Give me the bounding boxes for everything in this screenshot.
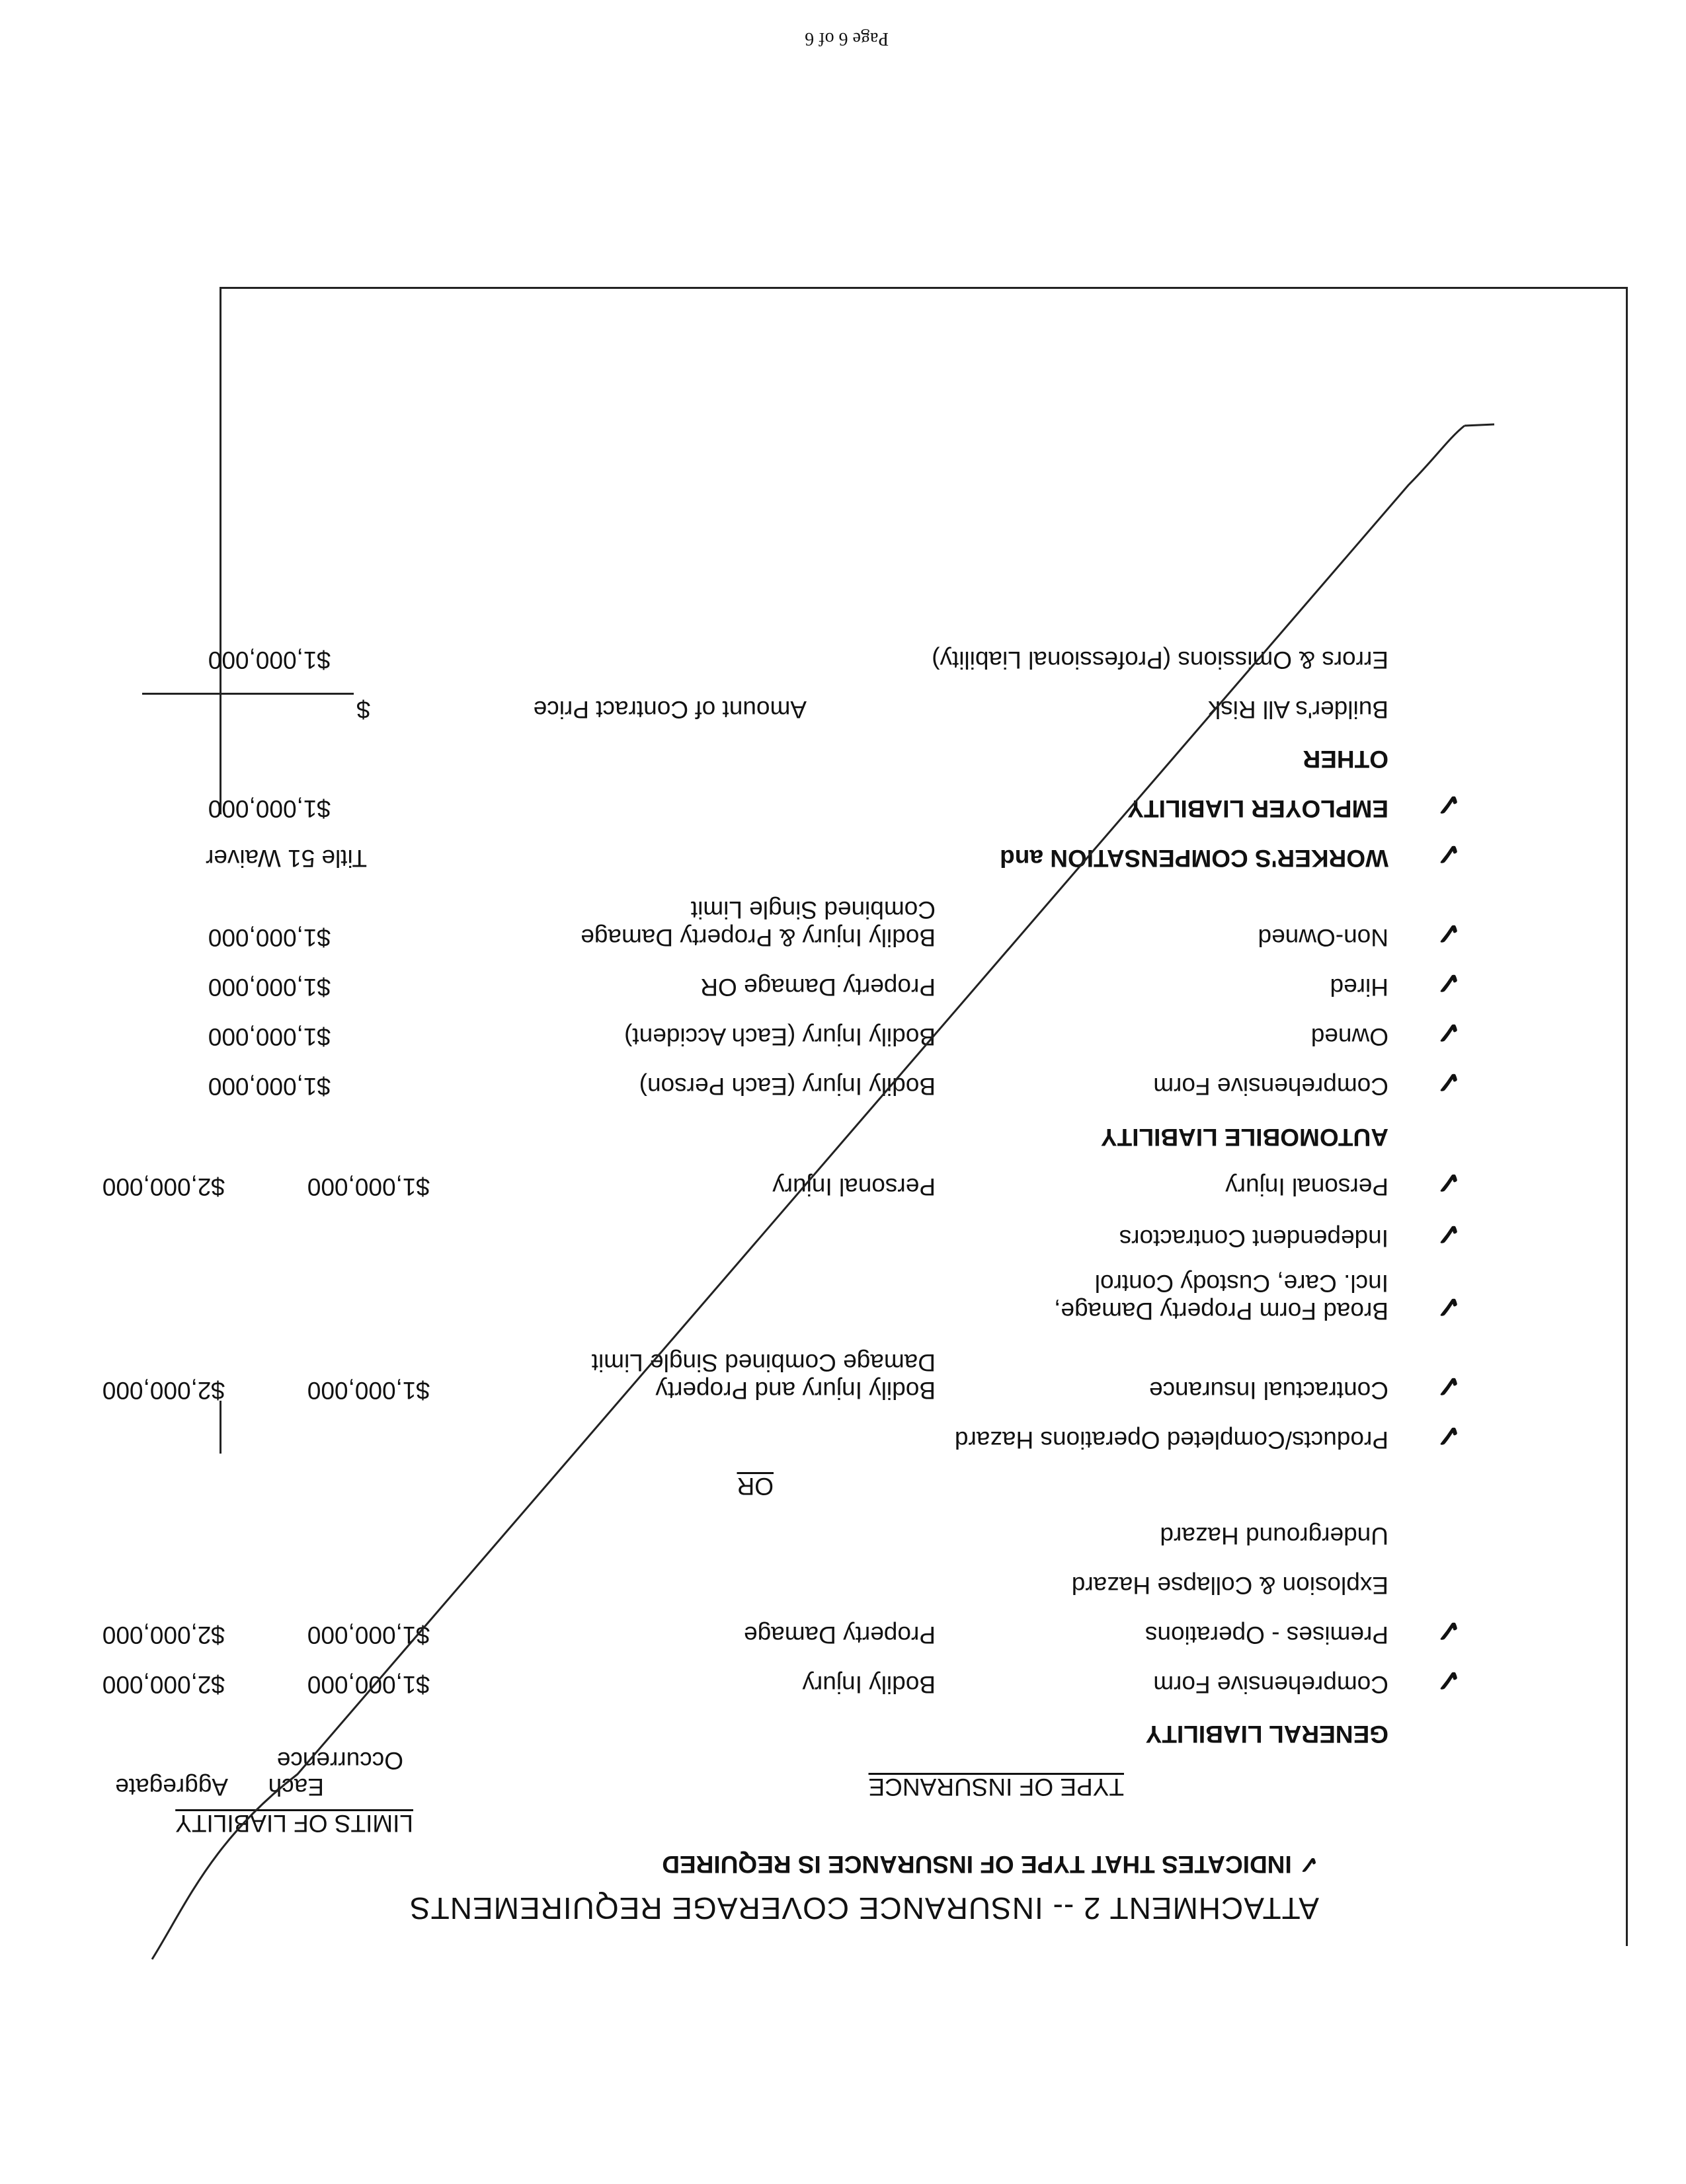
check-mark-icon: ✓ [1435, 1165, 1461, 1200]
auto-bodily-injury-accident: Bodily Injury (Each Accident) [624, 1023, 936, 1050]
check-mark-icon: ✓ [1298, 1851, 1319, 1878]
auto-combined-line1: Bodily Injury & Property Damage [581, 924, 936, 951]
gl-property-damage-aggregate: $2,000,000 [102, 1621, 225, 1649]
gl-premises-operations: Premises - Operations [1144, 1621, 1388, 1649]
check-mark-icon: ✓ [1435, 1663, 1461, 1697]
gl-contractual-aggregate: $2,000,000 [102, 1377, 225, 1404]
auto-comprehensive-form: Comprehensive Form [1153, 1073, 1388, 1100]
subtitle-text: INDICATES THAT TYPE OF INSURANCE IS REQUIRED [662, 1851, 1292, 1878]
gl-explosion-collapse: Explosion & Collapse Hazard [1071, 1572, 1388, 1599]
auto-owned-each: $1,000,000 [208, 1023, 331, 1050]
page-number: Page 6 of 6 [805, 28, 889, 49]
builders-all-risk-dollar: $ [356, 696, 370, 723]
auto-comprehensive-each: $1,000,000 [208, 1073, 331, 1100]
gl-personal-injury-label: Personal Injury [1225, 1173, 1388, 1200]
auto-property-damage-or: Property Damage OR [700, 974, 936, 1001]
auto-owned: Owned [1310, 1023, 1388, 1050]
gl-contractual-type-line1: Bodily Injury and Property [655, 1377, 936, 1404]
title-51-waiver: Title 51 Waiver [206, 845, 367, 872]
check-mark-icon: ✓ [1435, 837, 1461, 871]
gl-underground-hazard: Underground Hazard [1160, 1522, 1388, 1549]
general-liability-heading: GENERAL LIABILITY [1145, 1721, 1388, 1748]
amount-of-contract-price: Amount of Contract Price [533, 696, 807, 723]
auto-combined-line2: Combined Single Limit [690, 896, 936, 923]
each-header: Each [268, 1774, 324, 1801]
check-mark-icon: ✓ [1435, 1290, 1461, 1324]
errors-omissions-each: $1,000,000 [208, 646, 331, 674]
workers-comp-heading: WORKER'S COMPENSATION and [1000, 845, 1388, 872]
gl-or-separator: OR [737, 1473, 774, 1500]
check-mark-icon: ✓ [1435, 1015, 1461, 1050]
errors-omissions: Errors & Omissions (Professional Liability) [932, 646, 1388, 674]
check-mark-icon: ✓ [1435, 1369, 1461, 1403]
gl-contractual-each: $1,000,000 [307, 1377, 430, 1404]
employer-liability-each: $1,000,000 [208, 795, 331, 822]
gl-personal-injury-type: Personal Injury [772, 1173, 936, 1200]
check-mark-icon: ✓ [1435, 1217, 1461, 1251]
gl-property-damage: Property Damage [744, 1621, 936, 1649]
check-mark-icon: ✓ [1435, 1419, 1461, 1453]
aggregate-header: Aggregate [115, 1774, 228, 1801]
gl-bodily-injury-each: $1,000,000 [307, 1671, 430, 1698]
occurrence-header: Occurrence [276, 1747, 403, 1774]
auto-non-owned-each: $1,000,000 [208, 924, 331, 951]
gl-products-completed-ops: Products/Completed Operations Hazard [954, 1426, 1388, 1454]
gl-property-damage-each: $1,000,000 [307, 1621, 430, 1649]
builders-all-risk: Builder's All Risk [1208, 696, 1388, 723]
employer-liability-heading: EMPLOYER LIABILITY [1127, 795, 1388, 822]
gl-personal-injury-each: $1,000,000 [307, 1173, 430, 1200]
gl-bodily-injury-aggregate: $2,000,000 [102, 1671, 225, 1698]
gl-broad-form-line1: Broad Form Property Damage, [1054, 1298, 1388, 1325]
auto-non-owned: Non-Owned [1258, 924, 1388, 951]
type-of-insurance-header: TYPE OF INSURANCE [868, 1774, 1124, 1801]
auto-bodily-injury-person: Bodily Injury (Each Person) [639, 1073, 936, 1100]
check-mark-icon: ✓ [1435, 1614, 1461, 1648]
gl-personal-injury-aggregate: $2,000,000 [102, 1173, 225, 1200]
auto-hired: Hired [1330, 974, 1388, 1001]
gl-independent-contractors: Independent Contractors [1119, 1225, 1388, 1252]
other-heading: OTHER [1303, 746, 1388, 773]
check-mark-icon: ✓ [1435, 916, 1461, 951]
gl-contractual-insurance: Contractual Insurance [1149, 1377, 1388, 1404]
check-mark-icon: ✓ [1435, 787, 1461, 822]
document-title: ATTACHMENT 2 -- INSURANCE COVERAGE REQUIREMENTS [409, 1891, 1319, 1926]
check-mark-icon: ✓ [1435, 966, 1461, 1000]
gl-broad-form-line2: Incl. Care, Custody Control [1094, 1270, 1388, 1297]
automobile-liability-heading: AUTOMOBILE LIABILITY [1100, 1124, 1388, 1151]
check-mark-icon: ✓ [1435, 1065, 1461, 1099]
gl-comprehensive-form: Comprehensive Form [1153, 1671, 1388, 1698]
gl-contractual-type-line2: Damage Combined Single Limit [591, 1349, 936, 1376]
auto-hired-each: $1,000,000 [208, 974, 331, 1001]
gl-bodily-injury: Bodily Injury [802, 1671, 936, 1698]
limits-header: LIMITS OF LIABILITY [175, 1810, 413, 1837]
